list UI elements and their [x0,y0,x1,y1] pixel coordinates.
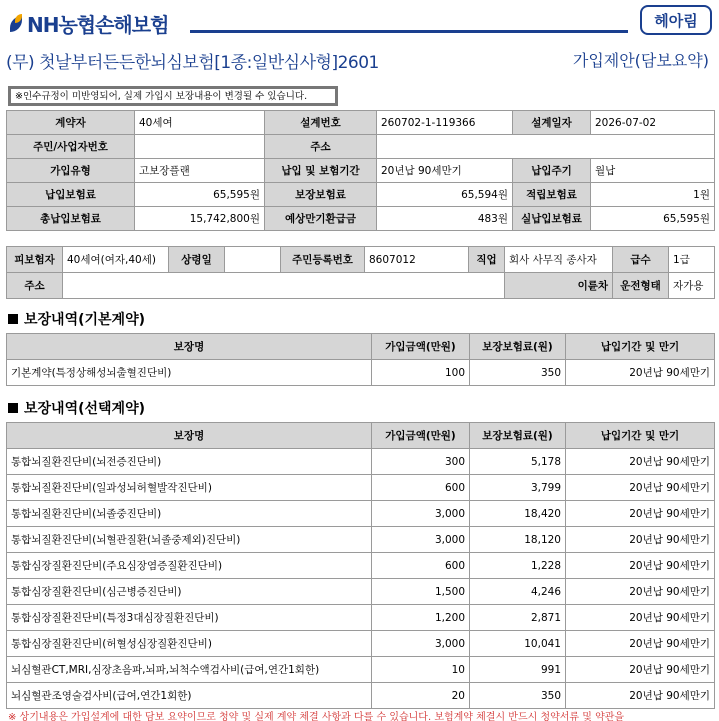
col-header-name: 보장명 [7,334,372,360]
leaf-logo-icon [10,14,24,34]
coverage-name: 기본계약(특정상해성뇌출혈진단비) [7,360,372,386]
col-header-name: 보장명 [7,423,372,449]
coverage-name: 통합심장질환진단비(특정3대심장질환진단비) [7,605,372,631]
coverage-period: 20년납 90세만기 [566,657,715,683]
coverage-premium: 18,120 [470,527,566,553]
paid-premium-value: 65,595원 [135,183,265,207]
actual-premium-value: 65,595원 [591,207,715,231]
table-row [7,273,715,299]
coverage-premium: 350 [470,683,566,709]
table-row [7,475,715,501]
coverage-period: 20년납 90세만기 [566,683,715,709]
driving-label: 이륜차 [505,273,613,299]
insured-address-value [63,273,505,299]
table-row [7,111,715,135]
coverage-period: 20년납 90세만기 [566,527,715,553]
col-header-amount: 가입금액(만원) [372,423,470,449]
basic-section-title: 보장내역(기본계약) [24,312,145,328]
square-bullet-icon [8,314,18,324]
subscription-type-value: 고보장플랜 [135,159,265,183]
actual-premium-label: 실납입보험료 [513,207,591,231]
coverage-name: 통합심장질환진단비(심근병증진단비) [7,579,372,605]
subscription-type-label: 가입유형 [7,159,135,183]
basic-coverage-table [6,333,715,386]
table-header-row [7,423,715,449]
grade-value: 1급 [669,247,715,273]
rrn-label: 주민등록번호 [281,247,365,273]
design-no-label: 설계번호 [265,111,377,135]
table-row [7,207,715,231]
coverage-period: 20년납 90세만기 [566,449,715,475]
coverage-premium: 1,228 [470,553,566,579]
col-header-premium: 보장보험료(원) [470,423,566,449]
table-row [7,553,715,579]
table-row [7,605,715,631]
basic-section-heading [8,309,145,329]
table-row [7,683,715,709]
payment-period-label: 납입 및 보험기간 [265,159,377,183]
coverage-name: 통합뇌질환진단비(뇌전증진단비) [7,449,372,475]
table-row [7,449,715,475]
coverage-amount: 1,500 [372,579,470,605]
coverage-period: 20년납 90세만기 [566,605,715,631]
design-date-value: 2026-07-02 [591,111,715,135]
job-label: 직업 [469,247,505,273]
insured-value: 40세여(여자,40세) [63,247,169,273]
phone-value [225,247,281,273]
coverage-amount: 1,200 [372,605,470,631]
coverage-amount: 600 [372,475,470,501]
table-row [7,527,715,553]
optional-section-heading [8,398,145,418]
coverage-name: 뇌심혈관CT,MRI,심장초음파,뇌파,뇌척수액검사비(급여,연간1회한) [7,657,372,683]
address-label: 주소 [265,135,377,159]
company-logo [10,9,168,38]
table-header-row [7,334,715,360]
coverage-name: 통합심장질환진단비(허혈성심장질환진단비) [7,631,372,657]
coverage-premium: 18,420 [470,501,566,527]
optional-section-title: 보장내역(선택계약) [24,401,145,417]
payment-period-value: 20년납 90세만기 [377,159,513,183]
coverage-period: 20년납 90세만기 [566,475,715,501]
product-title: (무) 첫날부터든든한뇌심보험[1종:일반심사형]2601 [6,53,379,73]
table-row [7,183,715,207]
maturity-refund-label: 예상만기환급금 [265,207,377,231]
saving-premium-label: 적립보험료 [513,183,591,207]
coverage-name: 통합심장질환진단비(주요심장염증질환진단비) [7,553,372,579]
design-no-value: 260702-1-119366 [377,111,513,135]
table-row [7,501,715,527]
coverage-amount: 600 [372,553,470,579]
table-row [7,135,715,159]
insured-address-label: 주소 [7,273,63,299]
square-bullet-icon [8,403,18,413]
coverage-premium: 350 [470,360,566,386]
saving-premium-value: 1원 [591,183,715,207]
col-header-period: 납입기간 및 만기 [566,334,715,360]
table-row [7,579,715,605]
coverage-amount: 3,000 [372,501,470,527]
coverage-period: 20년납 90세만기 [566,360,715,386]
contract-info-table [6,110,715,231]
coverage-period: 20년납 90세만기 [566,501,715,527]
coverage-name: 통합뇌질환진단비(뇌혈관질환(뇌졸중제외)진단비) [7,527,372,553]
rrn-value: 8607012 [365,247,469,273]
contractor-label: 계약자 [7,111,135,135]
coverage-period: 20년납 90세만기 [566,553,715,579]
coverage-name: 뇌심혈관조영술검사비(급여,연간1회한) [7,683,372,709]
coverage-premium: 991 [470,657,566,683]
grade-label: 급수 [613,247,669,273]
page-header [0,0,719,44]
coverage-name: 통합뇌질환진단비(일과성뇌허혈발작진단비) [7,475,372,501]
id-no-value [135,135,265,159]
paid-premium-label: 납입보험료 [7,183,135,207]
coverage-amount: 3,000 [372,631,470,657]
maturity-refund-value: 483원 [377,207,513,231]
coverage-premium-value: 65,594원 [377,183,513,207]
id-no-label: 주민/사업자번호 [7,135,135,159]
table-row [7,631,715,657]
table-row [7,657,715,683]
total-premium-value: 15,742,800원 [135,207,265,231]
phone-label: 상령일 [169,247,225,273]
coverage-premium: 3,799 [470,475,566,501]
coverage-period: 20년납 90세만기 [566,631,715,657]
coverage-amount: 20 [372,683,470,709]
coverage-amount: 10 [372,657,470,683]
coverage-name: 통합뇌질환진단비(뇌졸중진단비) [7,501,372,527]
coverage-premium: 5,178 [470,449,566,475]
col-header-premium: 보장보험료(원) [470,334,566,360]
job-value: 회사 사무직 종사자 [505,247,613,273]
address-value [377,135,715,159]
table-row [7,247,715,273]
design-date-label: 설계일자 [513,111,591,135]
coverage-amount: 3,000 [372,527,470,553]
logo-text: NH농협손해보험 [27,13,169,37]
coverage-premium: 10,041 [470,631,566,657]
coverage-amount: 100 [372,360,470,386]
brand-badge: 헤아림 [640,5,712,35]
disclaimer-footer: ※ 상기내용은 가입설계에 대한 담보 요약이므로 청약 및 실제 계약 체결 사항과 다를 수 있습니다. 보험계약 체결시 반드시 청약서류 및 약관을 [8,712,625,721]
table-row [7,159,715,183]
coverage-premium: 2,871 [470,605,566,631]
insured-info-table [6,246,715,299]
coverage-premium-label: 보장보험료 [265,183,377,207]
payment-cycle-label: 납입주기 [513,159,591,183]
total-premium-label: 총납입보험료 [7,207,135,231]
coverage-amount: 300 [372,449,470,475]
optional-coverage-table [6,422,715,709]
insured-label: 피보험자 [7,247,63,273]
driving-type-value: 자가용 [669,273,715,299]
document-type: 가입제안(담보요약) [572,51,709,70]
col-header-period: 납입기간 및 만기 [566,423,715,449]
col-header-amount: 가입금액(만원) [372,334,470,360]
notice-box: ※인수규정이 미반영되어, 실제 가입시 보장내용이 변경될 수 있습니다. [8,86,338,106]
driving-type-label: 운전형태 [613,273,669,299]
table-row [7,360,715,386]
header-rule [190,30,628,33]
coverage-period: 20년납 90세만기 [566,579,715,605]
coverage-premium: 4,246 [470,579,566,605]
contractor-value: 40세여 [135,111,265,135]
payment-cycle-value: 월납 [591,159,715,183]
